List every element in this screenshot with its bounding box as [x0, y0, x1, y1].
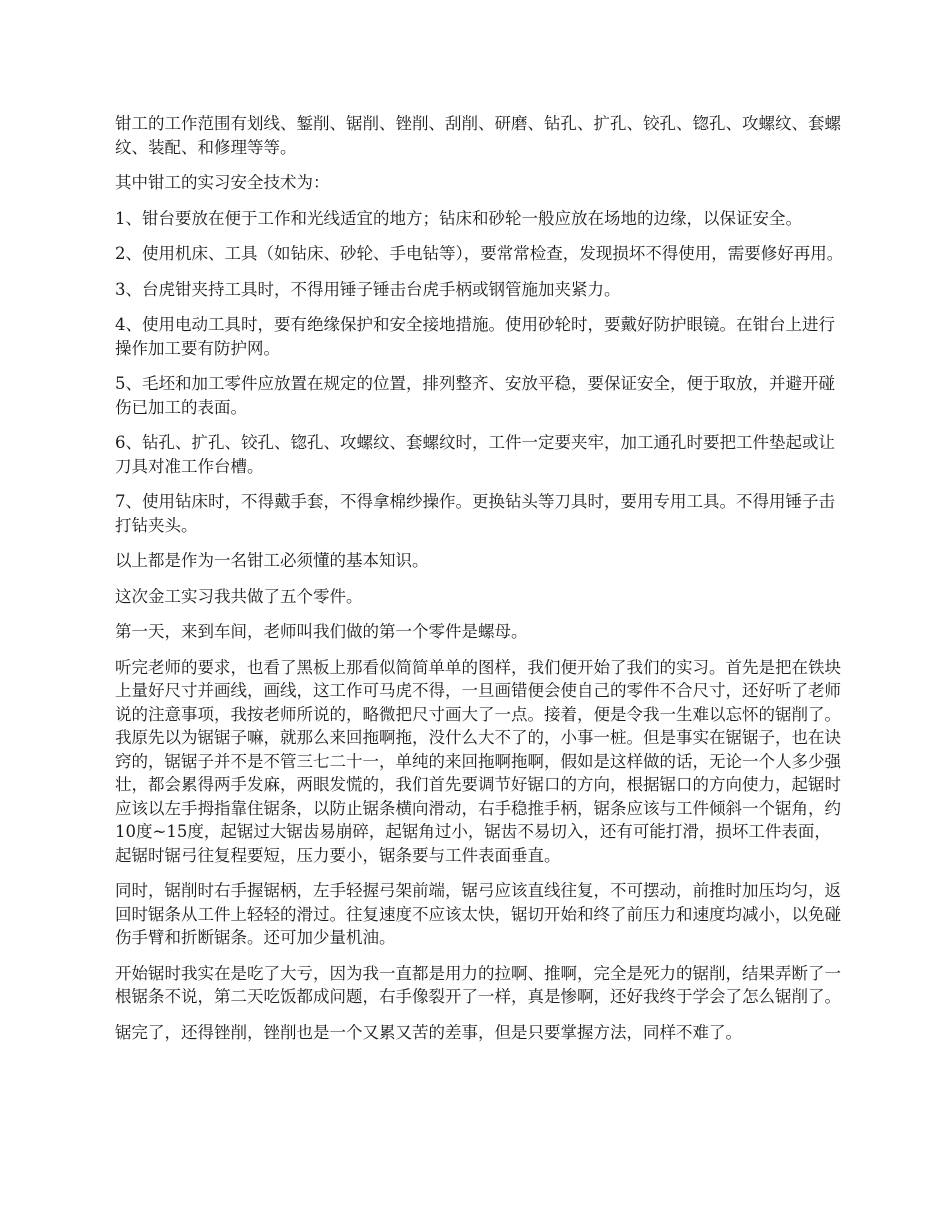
paragraph-day-one: 第一天，来到车间，老师叫我们做的第一个零件是螺母。 — [115, 622, 528, 641]
paragraph-rule-4: 4、使用电动工具时，要有绝缘保护和安全接地措施。使用砂轮时，要戴好防护眼镜。在钳台上进行操作加工要有防护网。 — [115, 315, 835, 358]
paragraph-rule-3: 3、台虎钳夹持工具时，不得用锤子锤击台虎手柄或钢管施加夹紧力。 — [115, 279, 621, 299]
paragraph-rule-2: 2、使用机床、工具（如钻床、砂轮、手电钻等），要常常检查，发现损坏不得使用，需要修好再用。 — [115, 244, 844, 263]
paragraph-scope: 钳工的工作范围有划线、錾削、锯削、锉削、刮削、研磨、钻孔、扩孔、铰孔、锪孔、攻螺纹、套螺纹、装配、和修理等等。 — [115, 114, 841, 157]
paragraph-summary: 以上都是作为一名钳工必须懂的基本知识。 — [115, 551, 429, 570]
paragraph-parts-count: 这次金工实习我共做了五个零件。 — [115, 586, 363, 606]
paragraph-rule-1: 1、钳台要放在便于工作和光线适宜的地方；钻床和砂轮一般应放在场地的边缘，以保证安全。 — [115, 208, 802, 228]
paragraph-sawing-experience: 开始锯时我实在是吃了大亏，因为我一直都是用力的拉啊、推啊，完全是死力的锯削，结果弄断了一根锯条不说，第二天吃饭都成问题，右手像裂开了一样，真是惨啊，还好我终于学会了怎么锯削了。 — [115, 963, 841, 1006]
paragraph-sawing-technique: 同时，锯削时右手握锯柄，左手轻握弓架前端，锯弓应该直线往复，不可摆动，前推时加压均匀，返回时锯条从工件上轻轻的滑过。往复速度不应该太快，锯切开始和终了前压力和速度均减小，以免碰伤手臂和折断锯条。还可加少量机油。 — [115, 881, 841, 947]
paragraph-rule-6: 6、钻孔、扩孔、铰孔、锪孔、攻螺纹、套螺纹时，工件一定要夹牢，加工通孔时要把工件垫起或让刀具对准工作台槽。 — [115, 433, 835, 476]
paragraph-filing: 锯完了，还得锉削，锉削也是一个又累又苦的差事，但是只要掌握方法，同样不难了。 — [115, 1022, 742, 1042]
paragraph-rule-7: 7、使用钻床时，不得戴手套，不得拿棉纱操作。更换钻头等刀具时，要用专用工具。不得用锤子击打钻夹头。 — [115, 492, 835, 535]
paragraph-rule-5: 5、毛坯和加工零件应放置在规定的位置，排列整齐、安放平稳，要保证安全，便于取放，并避开碰伤已加工的表面。 — [115, 374, 835, 417]
paragraph-safety-intro: 其中钳工的实习安全技术为： — [115, 173, 330, 192]
document-page — [115, 112, 845, 1056]
paragraph-sawing-detail: 听完老师的要求，也看了黑板上那看似简简单单的图样，我们便开始了我们的实习。首先是把在铁块上量好尺寸并画线，画线，这工作可马虎不得，一旦画错便会使自己的零件不合尺寸，还好听了老师说的注意事项，我按老师所说的，略微把尺寸画大了一点。接着，便是令我一生难以忘怀的锯削了。我原先以为锯锯子嘛，就那么来回拖啊拖，没什么大不了的，小事一桩。但是事实在锯锯子，也在诀窍的，锯锯子并不是不管三七二十一，单纯的来回拖啊拖啊，假如是这样做的话，无论一个人多少强壮，都会累得两手发麻，两眼发慌的，我们首先要调节好锯口的方向，根据锯口的方向使力，起锯时应该以左手拇指靠住锯条，以防止锯条横向滑动，右手稳推手柄，锯条应该与工件倾斜一个锯角，约10度~15度，起锯过大锯齿易崩碎，起锯角过小，锯齿不易切入，还有可能打滑，损坏工件表面，起锯时锯弓往复程要短，压力要小，锯条要与工件表面垂直。 — [115, 657, 841, 865]
